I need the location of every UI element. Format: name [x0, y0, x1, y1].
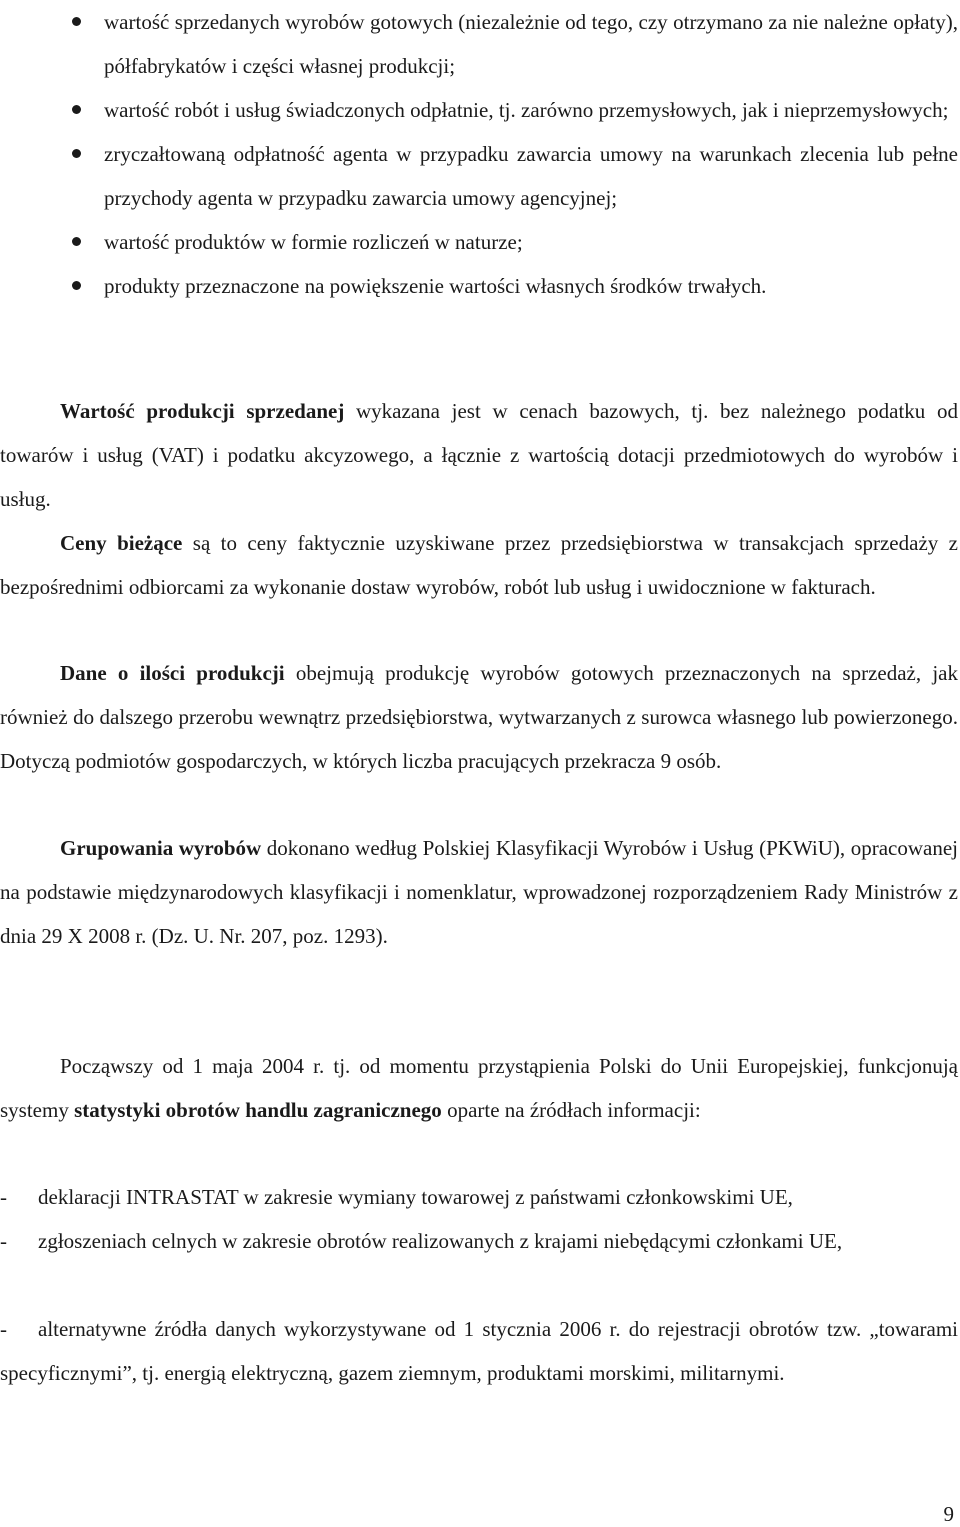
dash-item-text: zgłoszeniach celnych w zakresie obrotów realizowanych z krajami niebędącymi członkami UE,	[38, 1229, 843, 1253]
dash-list-item	[0, 1175, 958, 1219]
list-item	[0, 0, 958, 88]
paragraph-text: obejmują produkcję wyrobów gotowych przeznaczonych na sprzedaż, jak również do dalszego przerobu wewnątrz przedsiębiorstwa, wytwarzanych z surowca własnego lub powierzonego. Dotyczą podmiotów gospodarczych, w których liczba pracujących przekracza 9 osób.	[0, 661, 958, 773]
bullet-icon	[72, 17, 81, 26]
list-item-text: wartość sprzedanych wyrobów gotowych (niezależnie od tego, czy otrzymano za nie należne opłaty), półfabrykatów i części własnej produkcji;	[104, 10, 958, 78]
list-item	[0, 264, 958, 308]
dash-item-text: alternatywne źródła danych wykorzystywane od 1 stycznia 2006 r. do rejestracji obrotów tzw. „towarami specyficznymi”, tj. energią elektryczną, gazem ziemnym, produktami morskimi, militarnymi.	[0, 1317, 958, 1385]
list-item	[0, 132, 958, 220]
paragraph-text: Począwszy od 1 maja 2004 r. tj. od momentu przystąpienia Polski do Unii Europejskiej, funkcjonują systemy	[0, 1054, 958, 1122]
paragraph-text: wykazana jest w cenach bazowych, tj. bez należnego podatku od towarów i usług (VAT) i podatku akcyzowego, a łącznie z wartością dotacji przedmiotowych do wyrobów i usług.	[0, 399, 958, 511]
bullet-icon	[72, 105, 81, 114]
list-item	[0, 88, 958, 132]
paragraph-quantity-data	[0, 651, 958, 783]
term-bold: Dane o ilości produkcji	[60, 661, 285, 685]
page-number: 9	[943, 1502, 954, 1526]
term-bold: Ceny bieżące	[60, 531, 183, 555]
bullet-icon	[72, 149, 81, 158]
paragraph-text: dokonano według Polskiej Klasyfikacji Wyrobów i Usług (PKWiU), opracowanej na podstawie międzynarodowych klasyfikacji i nomenklatur, wprowadzonej rozporządzeniem Rady Ministrów z dnia 29 X 2008 r. (Dz. U. Nr. 207, poz. 1293).	[0, 836, 958, 948]
list-item-text: wartość produktów w formie rozliczeń w naturze;	[104, 230, 523, 254]
bullet-list	[0, 0, 958, 308]
bullet-icon	[72, 281, 81, 290]
term-bold: statystyki obrotów handlu zagranicznego	[74, 1098, 442, 1122]
paragraph-text: oparte na źródłach informacji:	[441, 1098, 701, 1122]
term-bold: Grupowania wyrobów	[60, 836, 262, 860]
term-bold: Wartość produkcji sprzedanej	[60, 399, 345, 423]
dash-marker: -	[0, 1317, 7, 1341]
paragraph-production-value	[0, 389, 958, 521]
paragraph-foreign-trade	[0, 1044, 958, 1132]
dash-marker: -	[0, 1185, 7, 1209]
list-item-text: produkty przeznaczone na powiększenie wartości własnych środków trwałych.	[104, 274, 767, 298]
dash-list-item	[0, 1307, 958, 1395]
list-item-text: wartość robót i usług świadczonych odpłatnie, tj. zarówno przemysłowych, jak i nieprzemysłowych;	[104, 98, 949, 122]
list-item-text: zryczałtowaną odpłatność agenta w przypadku zawarcia umowy na warunkach zlecenia lub pełne przychody agenta w przypadku zawarcia umowy agencyjnej;	[104, 142, 958, 210]
bullet-icon	[72, 237, 81, 246]
paragraph-text: są to ceny faktycznie uzyskiwane przez przedsiębiorstwa w transakcjach sprzedaży z bezpośrednimi odbiorcami za wykonanie dostaw wyrobów, robót lub usług i uwidocznione w fakturach.	[0, 531, 958, 599]
paragraph-current-prices	[0, 521, 958, 609]
dash-marker: -	[0, 1229, 7, 1253]
dash-list-item	[0, 1219, 958, 1263]
dash-item-text: deklaracji INTRASTAT w zakresie wymiany towarowej z państwami członkowskimi UE,	[38, 1185, 793, 1209]
list-item	[0, 220, 958, 264]
paragraph-product-grouping	[0, 826, 958, 958]
